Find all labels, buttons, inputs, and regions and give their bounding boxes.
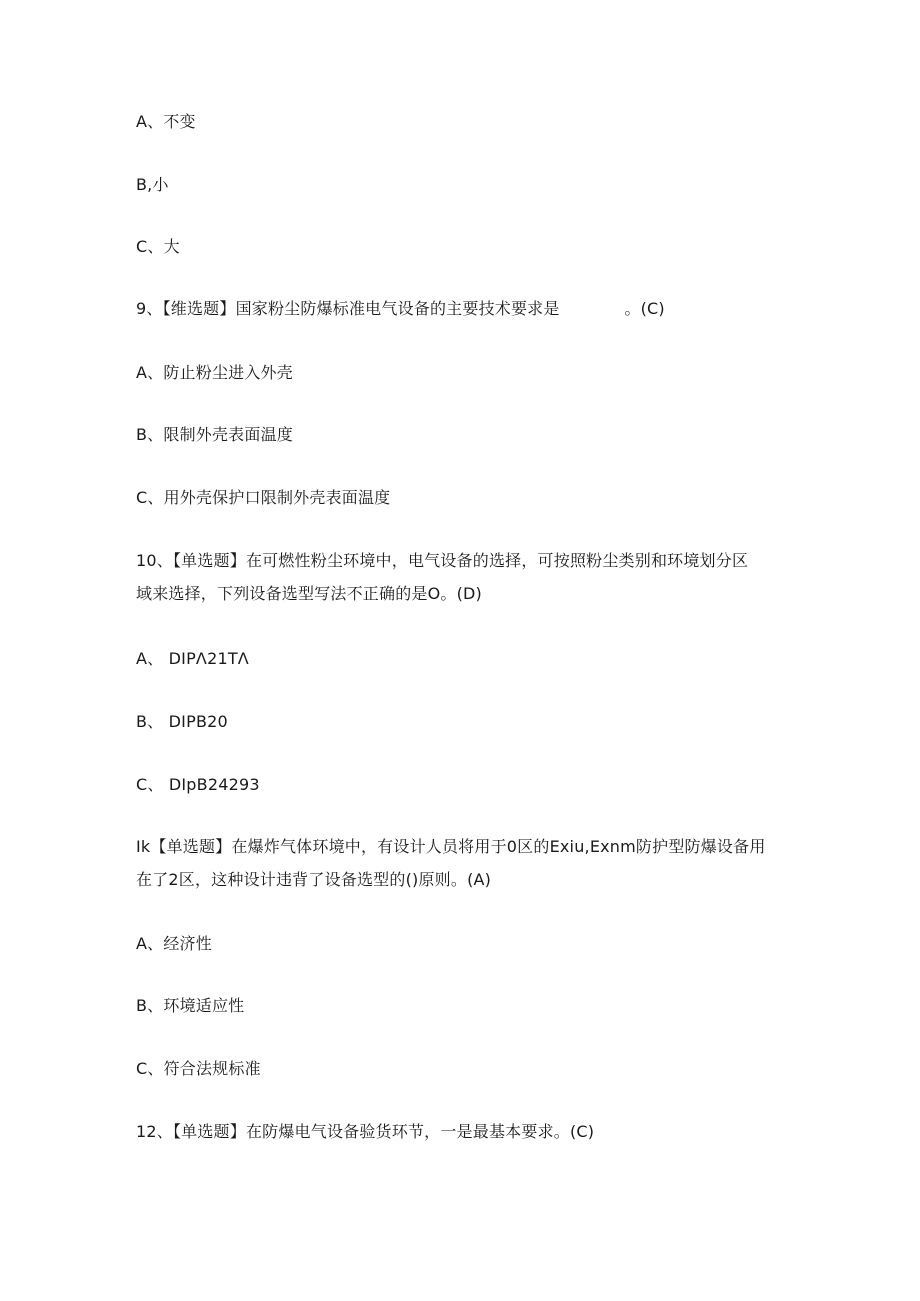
- q12-question: 12、【单选题】在防爆电气设备验货环节，一是最基本要求。(C): [136, 1122, 595, 1141]
- q11-option-a: A、经济性: [136, 934, 212, 953]
- q9-option-a: A、防止粉尘进入外壳: [136, 363, 293, 382]
- q9-option-c: C、用外壳保护口限制外壳表面温度: [136, 488, 391, 507]
- q10-option-b: B、 DIPB20: [136, 712, 228, 731]
- q11-question-line2: 在了2区，这种设计违背了设备选型的()原则。(A): [136, 870, 492, 889]
- q8-option-c: C、大: [136, 237, 180, 256]
- q10-option-a: A、 DIPΛ21TΛ: [136, 649, 249, 668]
- q9-option-b: B、限制外壳表面温度: [136, 425, 293, 444]
- q10-question-line2: 域来选择，下列设备选型写法不正确的是O。(D): [136, 584, 482, 603]
- q11-question-line1: Ik【单选题】在爆炸气体环境中，有设计人员将用于0区的Exiu,Exnm防护型防爆设备用: [136, 837, 766, 856]
- q8-option-a: A、不变: [136, 112, 196, 131]
- q10-question-line1: 10、【单选题】在可燃性粉尘环境中，电气设备的选择，可按照粉尘类别和环境划分区: [136, 551, 749, 570]
- q9-question: 9、【维选题】国家粉尘防爆标准电气设备的主要技术要求是 。(C): [136, 299, 665, 318]
- q8-option-b: B,小: [136, 175, 169, 194]
- q11-option-b: B、环境适应性: [136, 996, 245, 1015]
- q11-option-c: C、符合法规标准: [136, 1059, 261, 1078]
- q10-option-c: C、 DIpB24293: [136, 775, 260, 794]
